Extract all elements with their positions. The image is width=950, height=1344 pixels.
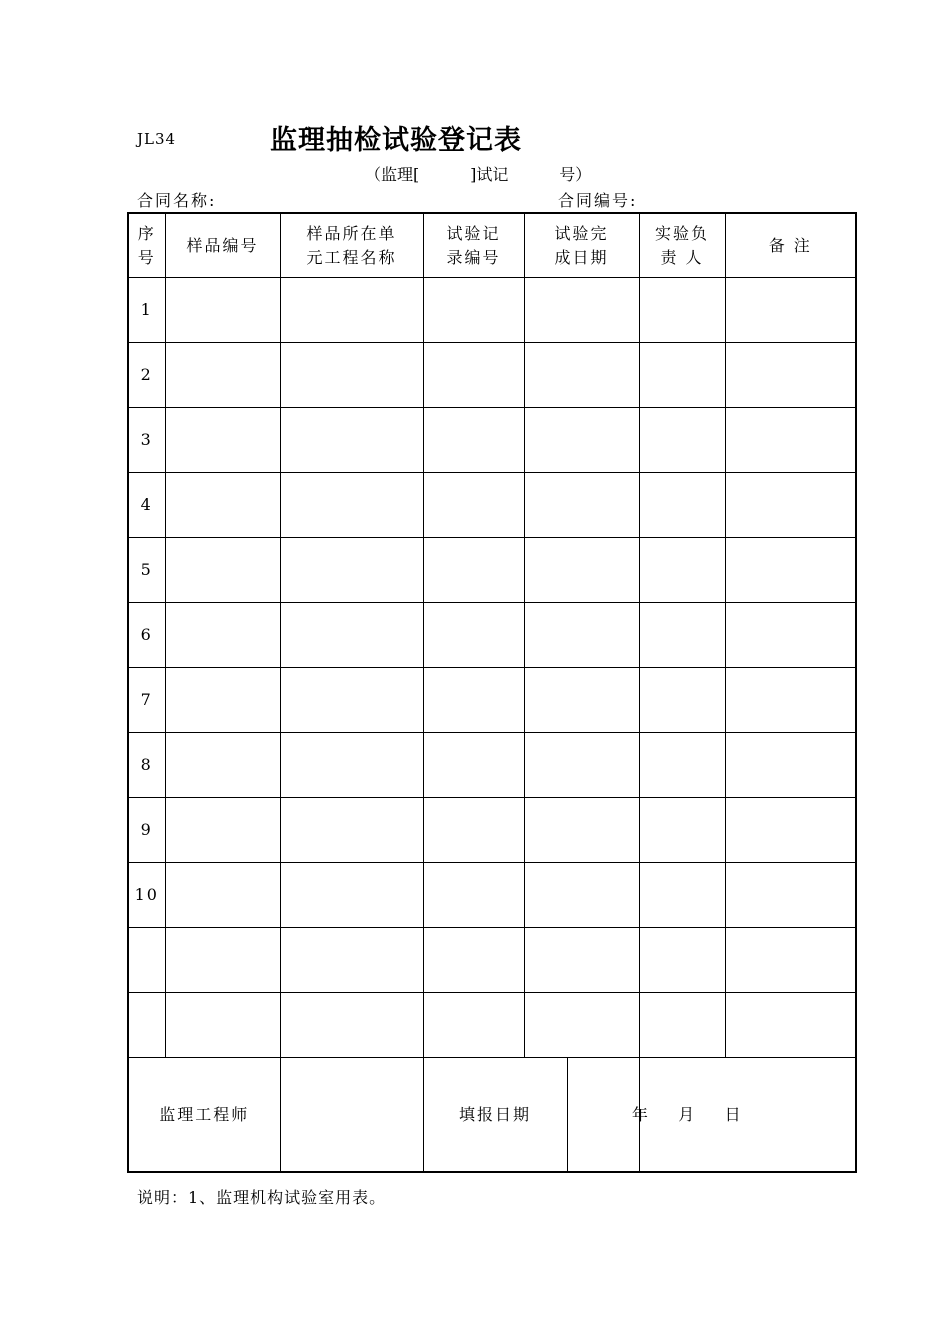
remarks-cell[interactable] bbox=[725, 603, 856, 668]
table-row bbox=[128, 928, 856, 993]
sample-no-cell[interactable] bbox=[165, 343, 280, 408]
unit-project-cell[interactable] bbox=[280, 993, 423, 1058]
contract-number-label: 合同编号: bbox=[558, 191, 638, 210]
person-in-charge-cell[interactable] bbox=[639, 538, 725, 603]
record-no-cell[interactable] bbox=[423, 798, 524, 863]
record-no-cell[interactable] bbox=[423, 408, 524, 473]
person-in-charge-cell[interactable] bbox=[639, 408, 725, 473]
table-row bbox=[128, 603, 856, 668]
remarks-cell[interactable] bbox=[725, 928, 856, 993]
sample-no-cell[interactable] bbox=[165, 798, 280, 863]
person-in-charge-cell[interactable] bbox=[639, 473, 725, 538]
row-number: 10 bbox=[128, 863, 165, 928]
table-row bbox=[128, 473, 856, 538]
person-in-charge-cell[interactable] bbox=[639, 278, 725, 343]
person-in-charge-cell[interactable] bbox=[639, 343, 725, 408]
remarks-cell[interactable] bbox=[725, 993, 856, 1058]
completion-date-cell[interactable] bbox=[524, 993, 639, 1058]
record-no-cell[interactable] bbox=[423, 928, 524, 993]
record-no-cell[interactable] bbox=[423, 733, 524, 798]
sample-no-cell[interactable] bbox=[165, 733, 280, 798]
remarks-cell[interactable] bbox=[725, 278, 856, 343]
unit-project-cell[interactable] bbox=[280, 733, 423, 798]
row-number: 1 bbox=[128, 278, 165, 343]
unit-project-cell[interactable] bbox=[280, 798, 423, 863]
row-number bbox=[128, 993, 165, 1058]
column-header-remarks: 备 注 bbox=[725, 213, 856, 278]
page-title: 监理抽检试验登记表 bbox=[270, 125, 522, 156]
person-in-charge-cell[interactable] bbox=[639, 733, 725, 798]
column-header-unit-project: 样品所在单 元工程名称 bbox=[280, 213, 423, 278]
completion-date-cell[interactable] bbox=[524, 928, 639, 993]
remarks-cell[interactable] bbox=[725, 668, 856, 733]
sample-no-cell[interactable] bbox=[165, 993, 280, 1058]
sample-no-cell[interactable] bbox=[165, 538, 280, 603]
column-header-person-in-charge: 实验负 责 人 bbox=[639, 213, 725, 278]
sample-no-cell[interactable] bbox=[165, 408, 280, 473]
completion-date-cell[interactable] bbox=[524, 603, 639, 668]
record-no-cell[interactable] bbox=[423, 278, 524, 343]
form-subtitle: （监理[ ]试记 号） bbox=[365, 165, 592, 184]
unit-project-cell[interactable] bbox=[280, 408, 423, 473]
fill-date-value[interactable]: 年 月 日 bbox=[639, 1058, 856, 1173]
remarks-cell[interactable] bbox=[725, 798, 856, 863]
row-number: 3 bbox=[128, 408, 165, 473]
completion-date-cell[interactable] bbox=[524, 798, 639, 863]
completion-date-cell[interactable] bbox=[524, 278, 639, 343]
completion-date-cell[interactable] bbox=[524, 343, 639, 408]
record-no-cell[interactable] bbox=[423, 668, 524, 733]
row-number bbox=[128, 928, 165, 993]
unit-project-cell[interactable] bbox=[280, 473, 423, 538]
fill-date-label: 填报日期 bbox=[424, 1058, 568, 1171]
engineer-signature-cell[interactable] bbox=[280, 1058, 423, 1173]
table-row bbox=[128, 733, 856, 798]
person-in-charge-cell[interactable] bbox=[639, 668, 725, 733]
date-label-cell bbox=[423, 1058, 639, 1173]
unit-project-cell[interactable] bbox=[280, 928, 423, 993]
table-row bbox=[128, 343, 856, 408]
table-row bbox=[128, 993, 856, 1058]
unit-project-cell[interactable] bbox=[280, 668, 423, 733]
completion-date-cell[interactable] bbox=[524, 473, 639, 538]
remarks-cell[interactable] bbox=[725, 733, 856, 798]
person-in-charge-cell[interactable] bbox=[639, 928, 725, 993]
remarks-cell[interactable] bbox=[725, 343, 856, 408]
column-header-record-no: 试验记 录编号 bbox=[423, 213, 524, 278]
header-row bbox=[128, 213, 856, 278]
row-number: 9 bbox=[128, 798, 165, 863]
row-number: 6 bbox=[128, 603, 165, 668]
person-in-charge-cell[interactable] bbox=[639, 798, 725, 863]
contract-name-label: 合同名称: bbox=[137, 191, 217, 210]
row-number: 4 bbox=[128, 473, 165, 538]
remarks-cell[interactable] bbox=[725, 538, 856, 603]
row-number: 5 bbox=[128, 538, 165, 603]
table-row bbox=[128, 668, 856, 733]
table-row bbox=[128, 538, 856, 603]
remarks-cell[interactable] bbox=[725, 863, 856, 928]
column-header-seq: 序 号 bbox=[128, 213, 165, 278]
unit-project-cell[interactable] bbox=[280, 278, 423, 343]
row-number: 2 bbox=[128, 343, 165, 408]
completion-date-cell[interactable] bbox=[524, 733, 639, 798]
person-in-charge-cell[interactable] bbox=[639, 993, 725, 1058]
table-row bbox=[128, 408, 856, 473]
sample-no-cell[interactable] bbox=[165, 603, 280, 668]
table-row bbox=[128, 278, 856, 343]
completion-date-cell[interactable] bbox=[524, 538, 639, 603]
person-in-charge-cell[interactable] bbox=[639, 603, 725, 668]
footer-row bbox=[128, 1058, 856, 1173]
sample-no-cell[interactable] bbox=[165, 928, 280, 993]
unit-project-cell[interactable] bbox=[280, 863, 423, 928]
remarks-cell[interactable] bbox=[725, 408, 856, 473]
person-in-charge-cell[interactable] bbox=[639, 863, 725, 928]
sample-no-cell[interactable] bbox=[165, 278, 280, 343]
record-no-cell[interactable] bbox=[423, 538, 524, 603]
completion-date-cell[interactable] bbox=[524, 408, 639, 473]
unit-project-cell[interactable] bbox=[280, 603, 423, 668]
sample-no-cell[interactable] bbox=[165, 863, 280, 928]
unit-project-cell[interactable] bbox=[280, 538, 423, 603]
row-number: 8 bbox=[128, 733, 165, 798]
record-no-cell[interactable] bbox=[423, 473, 524, 538]
sample-no-cell[interactable] bbox=[165, 473, 280, 538]
sample-no-cell[interactable] bbox=[165, 668, 280, 733]
record-no-cell[interactable] bbox=[423, 603, 524, 668]
record-no-cell[interactable] bbox=[423, 993, 524, 1058]
unit-project-cell[interactable] bbox=[280, 343, 423, 408]
record-no-cell[interactable] bbox=[423, 863, 524, 928]
column-header-sample-no: 样品编号 bbox=[165, 213, 280, 278]
engineer-label: 监理工程师 bbox=[128, 1058, 280, 1173]
register-table bbox=[127, 212, 857, 1173]
footnote: 说明：1、监理机构试验室用表。 bbox=[137, 1188, 387, 1207]
column-header-completion-date: 试验完 成日期 bbox=[524, 213, 639, 278]
remarks-cell[interactable] bbox=[725, 473, 856, 538]
form-code: JL34 bbox=[137, 130, 177, 148]
table-row bbox=[128, 863, 856, 928]
row-number: 7 bbox=[128, 668, 165, 733]
table-row bbox=[128, 798, 856, 863]
completion-date-cell[interactable] bbox=[524, 668, 639, 733]
completion-date-cell[interactable] bbox=[524, 863, 639, 928]
record-no-cell[interactable] bbox=[423, 343, 524, 408]
